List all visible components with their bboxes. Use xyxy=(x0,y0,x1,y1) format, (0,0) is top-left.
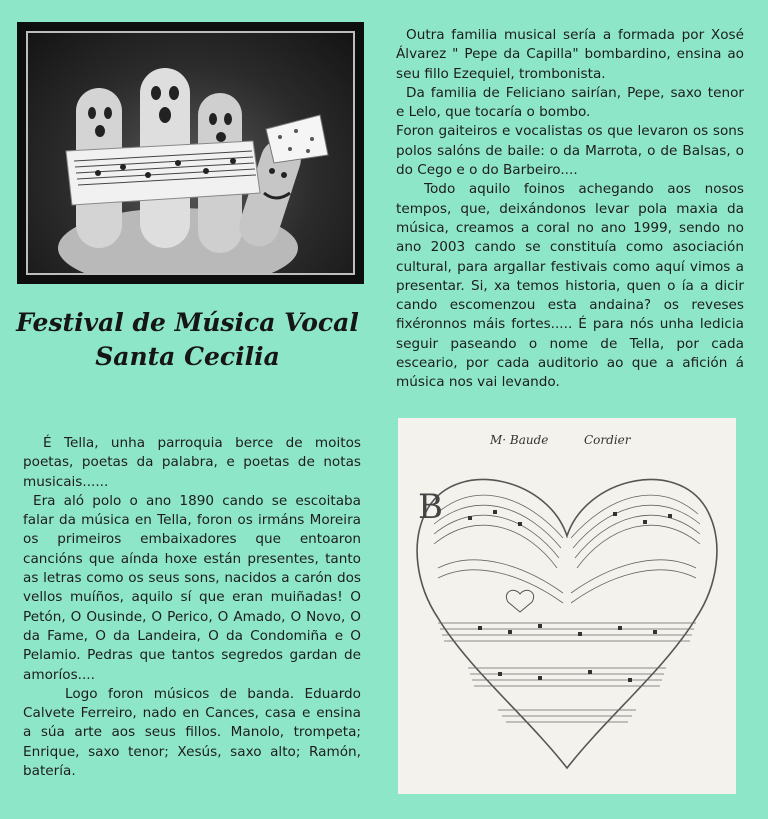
paragraph: Logo foron músicos de banda. Eduardo Calvete Ferreiro, nado en Cances, casa e ensina a súa arte aos seus fillos. Manolo, trompeta; Enrique, saxo tenor; Xesús, saxo alto; Ramón, batería. xyxy=(23,685,361,780)
right-column xyxy=(396,26,744,393)
singing-fingers-photo xyxy=(26,31,355,275)
title-line-1: Festival de Música Vocal xyxy=(16,308,359,337)
manuscript-header-left: M· Baude xyxy=(490,433,549,447)
page-title xyxy=(15,306,360,374)
singing-fingers-icon xyxy=(28,33,353,273)
svg-text:B: B xyxy=(418,487,443,527)
paragraph: Foron gaiteiros e vocalistas os que levaron os sons polos salóns de baile: o da Marrota, o de Balsas, o do Cego e o do Barbeiro.... xyxy=(396,123,744,179)
photo-frame xyxy=(17,22,364,284)
manuscript-header-right: Cordier xyxy=(584,433,631,447)
heart-manuscript-image xyxy=(398,418,736,794)
paragraph: Todo aquilo foinos achegando aos nosos tempos, que, deixándonos levar pola maxia da música, creamos a coral no ano 1999, sendo no ano 2003 cando se constituía como asociación cultural, para argallar festivais como aquí vimos a presentar. Si, xa temos historia, quen o ía a dicir cando escomenzou esta andaina? os reveses fixéronnos máis fortes..... É para nós unha ledicia seguir paseando o nome de Tella, por cada esceario, por cada auditorio ao que a afición á música nos vai levando. xyxy=(396,181,744,391)
heart-shaped-music-score-icon xyxy=(398,418,736,794)
title-line-2: Santa Cecilia xyxy=(95,342,280,371)
paragraph: É Tella, unha parroquia berce de moitos poetas, poetas da palabra, e poetas de notas musicais...... xyxy=(23,435,361,490)
paragraph: Outra familia musical sería a formada por Xosé Álvarez " Pepe da Capilla" bombardino, ensina ao seu fillo Ezequiel, trombonista. xyxy=(396,27,744,82)
paragraph: Da familia de Feliciano sairían, Pepe, saxo tenor e Lelo, que tocaría o bombo. xyxy=(396,84,744,121)
left-column xyxy=(23,434,361,781)
paragraph: Era aló polo o ano 1890 cando se escoitaba falar da música en Tella, foron os irmáns Moreira os primeiros embaixadores que entoaron cancións que aínda hoxe están presentes, tanto as letras como os seus sons, nacidos a carón dos vellos muíños, aquilo sí que eran muiñadas! O Petón, O Ousinde, O Perico, O Amado, O Novo, O da Fame, O da Landeira, O da Condomiña e O Pelamio. Pedras que tantos segredos gardan de amoríos.... xyxy=(23,492,361,683)
